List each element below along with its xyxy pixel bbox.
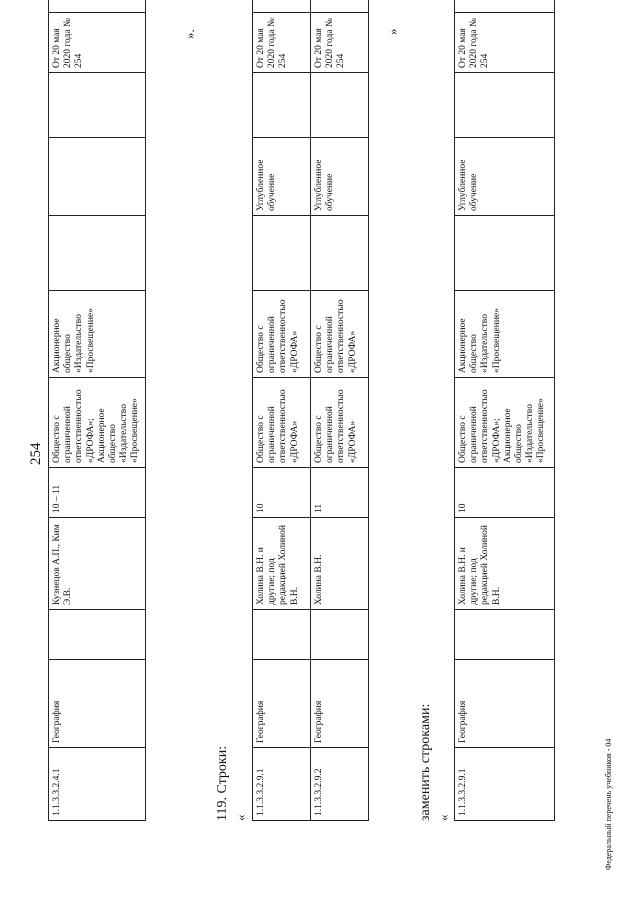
cell-empty: [49, 0, 146, 13]
cell-empty: [455, 610, 555, 660]
cell-publisher: Общество с ограниченной ответственностью «ДРОФА»; Акционерное общество «Издательство «Просвещение»: [455, 378, 555, 468]
table-row: [49, 0, 146, 821]
cell-subject: География: [49, 660, 146, 748]
cell-authors: Холина В.Н.: [311, 518, 369, 610]
cell-rights-holder: Общество с ограниченной ответственностью «ДРОФА»: [311, 291, 369, 378]
page-number: 254: [28, 442, 44, 465]
replace-open-quote: «: [436, 814, 451, 821]
cell-order: От 20 мая 2020 года № 254: [311, 13, 369, 73]
cell-rights-holder: Общество с ограниченной ответственностью «ДРОФА»: [253, 291, 311, 378]
table-row: [311, 0, 369, 821]
cell-code: 1.1.3.3.2.9.1: [253, 748, 311, 821]
cell-empty: [455, 73, 555, 138]
open-quote: «: [233, 814, 248, 821]
close-quote-top: ».: [182, 29, 197, 39]
section-title: 119. Строки:: [215, 745, 230, 821]
cell-order: От 20 мая 2020 года № 254: [49, 13, 146, 73]
cell-authors: Холина В.Н. и другие; под редакцией Холиной В.Н.: [253, 518, 311, 610]
cell-authors: Кузнецов А.П., Ким Э.В.: [49, 518, 146, 610]
cell-empty: [253, 73, 311, 138]
cell-order: От 20 мая 2020 года № 254: [455, 13, 555, 73]
cell-empty: [253, 0, 311, 13]
cell-publisher: Общество с ограниченной ответственностью «ДРОФА»; Акционерное общество «Издательство «Просвещение»: [49, 378, 146, 468]
cell-code: 1.1.3.3.2.9.1: [455, 748, 555, 821]
table-row: [455, 0, 555, 821]
cell-grade: 10: [253, 468, 311, 518]
cell-code: 1.1.3.3.2.4.1: [49, 748, 146, 821]
cell-empty: [455, 216, 555, 291]
footer-text: Федеральный перечень учебников - 04: [604, 738, 613, 870]
cell-level: [49, 138, 146, 216]
cell-level: Углубленное обучение: [455, 138, 555, 216]
cell-subject: География: [253, 660, 311, 748]
cell-empty: [49, 216, 146, 291]
table-top: [48, 0, 146, 821]
cell-level: Углубленное обучение: [253, 138, 311, 216]
cell-grade: 10 – 11: [49, 468, 146, 518]
cell-empty: [311, 73, 369, 138]
cell-subject: География: [455, 660, 555, 748]
cell-grade: 10: [455, 468, 555, 518]
cell-rights-holder: Акционерное общество «Издательство «Просвещение»: [49, 291, 146, 378]
cell-empty: [311, 216, 369, 291]
cell-empty: [311, 0, 369, 13]
cell-publisher: Общество с ограниченной ответственностью «ДРОФА»: [253, 378, 311, 468]
cell-authors: Холина В.Н. и другие; под редакцией Холиной В.Н.: [455, 518, 555, 610]
cell-publisher: Общество с ограниченной ответственностью «ДРОФА»: [311, 378, 369, 468]
cell-subject: География: [311, 660, 369, 748]
cell-empty: [49, 610, 146, 660]
cell-code: 1.1.3.3.2.9.2: [311, 748, 369, 821]
table-middle: [252, 0, 369, 821]
cell-rights-holder: Акционерное общество «Издательство «Просвещение»: [455, 291, 555, 378]
cell-empty: [311, 610, 369, 660]
table-bottom: [454, 0, 555, 821]
cell-order: От 20 мая 2020 года № 254: [253, 13, 311, 73]
cell-empty: [253, 216, 311, 291]
cell-grade: 11: [311, 468, 369, 518]
cell-empty: [455, 0, 555, 13]
cell-empty: [253, 610, 311, 660]
cell-level: Углубленное обучение: [311, 138, 369, 216]
replace-title: заменить строками:: [418, 703, 433, 821]
cell-empty: [49, 73, 146, 138]
table-row: [253, 0, 311, 821]
close-quote-middle: »: [385, 28, 400, 35]
